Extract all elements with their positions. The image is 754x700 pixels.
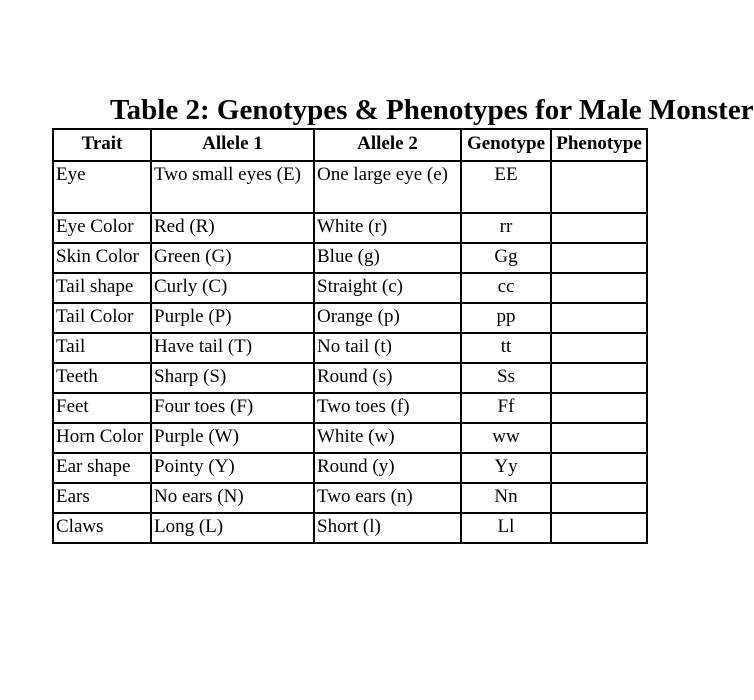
allele-1-cell: Pointy (Y) [151, 453, 314, 483]
allele-2-cell: One large eye (e) [314, 161, 461, 213]
genotype-phenotype-table [52, 128, 648, 544]
allele-2-cell: White (r) [314, 213, 461, 243]
trait-cell: Claws [53, 513, 151, 543]
phenotype-cell[interactable] [551, 423, 647, 453]
header-allele-2: Allele 2 [314, 129, 461, 161]
allele-2-cell: Straight (c) [314, 273, 461, 303]
table-row [53, 483, 647, 513]
trait-cell: Eye Color [53, 213, 151, 243]
phenotype-cell[interactable] [551, 161, 647, 213]
allele-2-cell: Orange (p) [314, 303, 461, 333]
genotype-cell: EE [461, 161, 551, 213]
genotype-cell: cc [461, 273, 551, 303]
trait-cell: Horn Color [53, 423, 151, 453]
allele-1-cell: Purple (P) [151, 303, 314, 333]
phenotype-cell[interactable] [551, 333, 647, 363]
allele-2-cell: Short (l) [314, 513, 461, 543]
trait-cell: Tail shape [53, 273, 151, 303]
trait-cell: Tail [53, 333, 151, 363]
genotype-cell: ww [461, 423, 551, 453]
allele-2-cell: Two ears (n) [314, 483, 461, 513]
allele-2-cell: Blue (g) [314, 243, 461, 273]
phenotype-cell[interactable] [551, 483, 647, 513]
table-row [53, 161, 647, 213]
allele-1-cell: Two small eyes (E) [151, 161, 314, 213]
genotype-cell: rr [461, 213, 551, 243]
genotype-cell: Yy [461, 453, 551, 483]
genotype-cell: pp [461, 303, 551, 333]
allele-1-cell: Four toes (F) [151, 393, 314, 423]
phenotype-cell[interactable] [551, 393, 647, 423]
allele-1-cell: Curly (C) [151, 273, 314, 303]
allele-1-cell: Red (R) [151, 213, 314, 243]
table-row [53, 453, 647, 483]
allele-1-cell: Long (L) [151, 513, 314, 543]
phenotype-cell[interactable] [551, 363, 647, 393]
table-row [53, 273, 647, 303]
trait-cell: Teeth [53, 363, 151, 393]
header-phenotype: Phenotype [551, 129, 647, 161]
table-row [53, 423, 647, 453]
table-row [53, 393, 647, 423]
allele-2-cell: No tail (t) [314, 333, 461, 363]
allele-1-cell: Green (G) [151, 243, 314, 273]
allele-2-cell: Round (y) [314, 453, 461, 483]
allele-1-cell: Sharp (S) [151, 363, 314, 393]
allele-1-cell: No ears (N) [151, 483, 314, 513]
phenotype-cell[interactable] [551, 273, 647, 303]
allele-2-cell: Two toes (f) [314, 393, 461, 423]
genotype-cell: Ff [461, 393, 551, 423]
phenotype-cell[interactable] [551, 513, 647, 543]
page-title: Table 2: Genotypes & Phenotypes for Male Monster [110, 94, 754, 126]
table-row [53, 513, 647, 543]
phenotype-cell[interactable] [551, 303, 647, 333]
table-header-row [53, 129, 647, 161]
phenotype-cell[interactable] [551, 213, 647, 243]
table-row [53, 243, 647, 273]
genotype-cell: Nn [461, 483, 551, 513]
trait-cell: Eye [53, 161, 151, 213]
trait-cell: Feet [53, 393, 151, 423]
trait-cell: Ears [53, 483, 151, 513]
trait-cell: Tail Color [53, 303, 151, 333]
allele-1-cell: Purple (W) [151, 423, 314, 453]
genotype-cell: Gg [461, 243, 551, 273]
table-row [53, 333, 647, 363]
genotype-cell: Ss [461, 363, 551, 393]
table-row [53, 213, 647, 243]
genotype-cell: tt [461, 333, 551, 363]
table-row [53, 363, 647, 393]
allele-2-cell: Round (s) [314, 363, 461, 393]
trait-cell: Ear shape [53, 453, 151, 483]
header-genotype: Genotype [461, 129, 551, 161]
header-trait: Trait [53, 129, 151, 161]
trait-cell: Skin Color [53, 243, 151, 273]
genotype-cell: Ll [461, 513, 551, 543]
table-row [53, 303, 647, 333]
phenotype-cell[interactable] [551, 243, 647, 273]
allele-1-cell: Have tail (T) [151, 333, 314, 363]
allele-2-cell: White (w) [314, 423, 461, 453]
header-allele-1: Allele 1 [151, 129, 314, 161]
phenotype-cell[interactable] [551, 453, 647, 483]
